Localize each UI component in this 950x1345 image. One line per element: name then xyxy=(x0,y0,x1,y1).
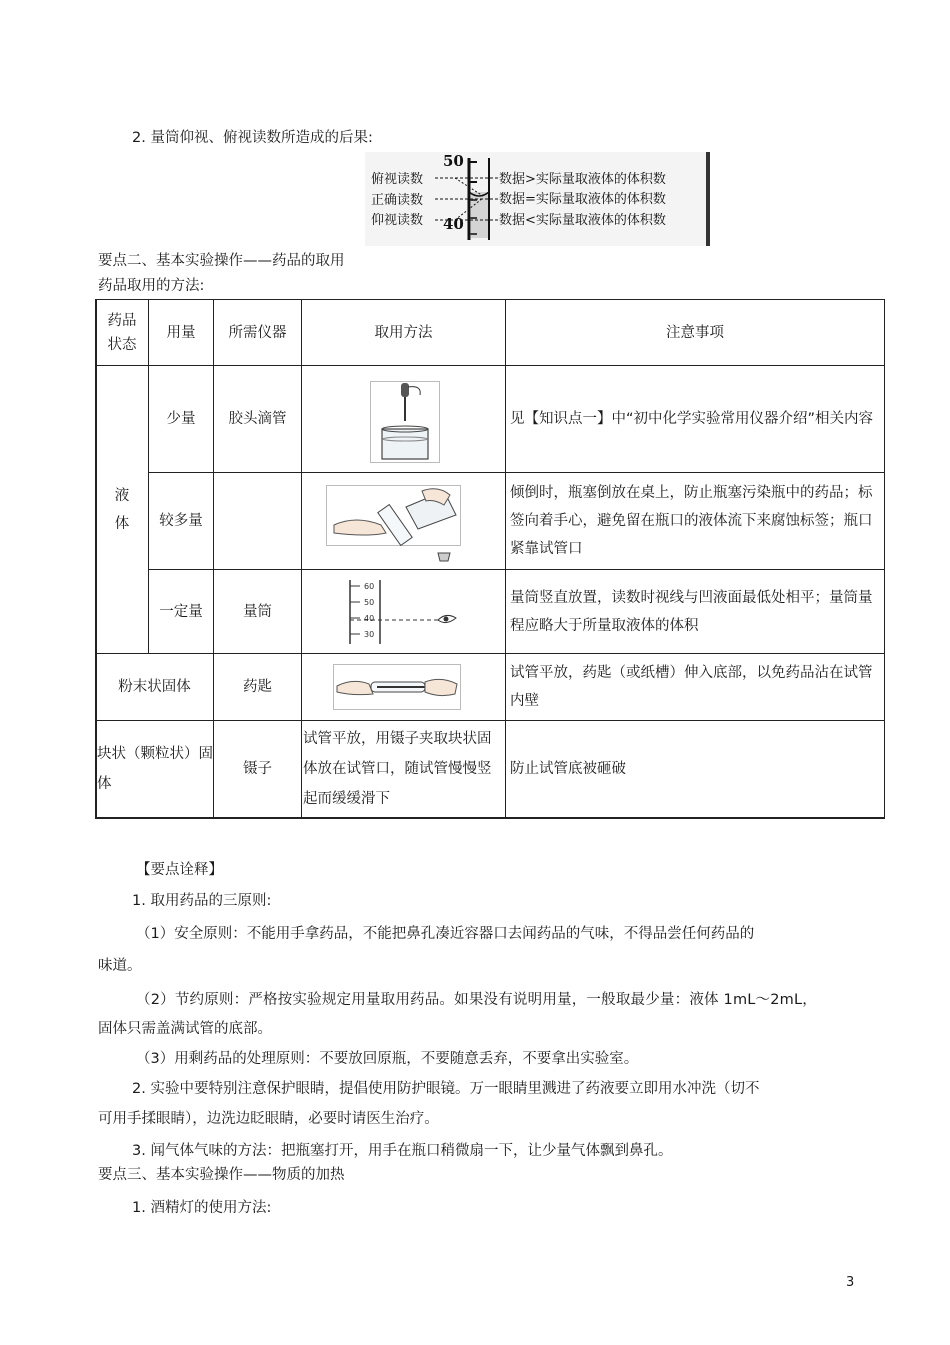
header-amount: 用量 xyxy=(166,324,196,341)
notes-p3: 3. 闻气体气味的方法：把瓶塞打开，用手在瓶口稍微扇一下，让少量气体飘到鼻孔。 xyxy=(132,1143,673,1159)
row-lump-state: 块状（颗粒状）固体 xyxy=(97,746,213,792)
cylinder-heading: 2. 量筒仰视、俯视读数所造成的后果: xyxy=(132,130,373,146)
header-method: 取用方法 xyxy=(374,324,433,341)
page-number: 3 xyxy=(846,1275,855,1290)
figure-num-50: 50 xyxy=(443,152,464,170)
header-state: 药品 状态 xyxy=(107,312,137,353)
figure-num-40: 40 xyxy=(443,215,464,233)
notes-p1a-line1: （1）安全原则：不能用手拿药品，不能把鼻孔凑近容器口去闻药品的气味，不得品尝任何药品的 xyxy=(136,926,755,942)
row-small-instrument: 胶头滴管 xyxy=(228,411,287,427)
row-more-instrument xyxy=(214,473,301,569)
figure-label-mid: 正确读数 xyxy=(371,193,424,208)
notes-p1a-line2: 味道。 xyxy=(98,958,142,974)
cyl-scale-40: 40 xyxy=(364,614,375,623)
header-notes: 注意事项 xyxy=(666,324,724,341)
dropper-illustration xyxy=(370,381,440,463)
notes-p1b-line1: （2）节约原则：严格按实验规定用量取用药品。如果没有说明用量，一般取最少量：液体 1mL～2mL， xyxy=(136,992,817,1008)
row-lump-method: 试管平放，用镊子夹取块状固体放在试管口，随试管慢慢竖起而缓缓滑下 xyxy=(303,731,492,807)
row-fixed-notes: 量筒竖直放置，读数时视线与凹液面最低处相平；量筒量程应略大于所量取液体的体积 xyxy=(510,589,873,634)
notes-p1c: （3）用剩药品的处理原则：不要放回原瓶，不要随意丢弃，不要拿出实验室。 xyxy=(136,1051,639,1067)
row-powder-notes: 试管平放，药匙（或纸槽）伸入底部，以免药品沾在试管内壁 xyxy=(510,665,873,709)
row-powder-instrument: 药匙 xyxy=(243,679,272,695)
figure-result-bot: 数据<实际量取液体的体积数 xyxy=(499,213,666,228)
header-instrument: 所需仪器 xyxy=(228,324,287,341)
notes-title: 【要点诠释】 xyxy=(136,862,223,878)
cyl-scale-30: 30 xyxy=(364,630,375,639)
row-powder-state: 粉末状固体 xyxy=(118,679,191,695)
section2-title: 要点二、基本实验操作——药品的取用 xyxy=(98,253,345,269)
row-fixed-amount: 一定量 xyxy=(159,603,203,620)
notes-p2-line2: 可用手揉眼睛），边洗边眨眼睛，必要时请医生治疗。 xyxy=(98,1111,439,1127)
figure-result-top: 数据>实际量取液体的体积数 xyxy=(499,172,666,187)
row-small-amount: 少量 xyxy=(166,411,196,427)
row-fixed-instrument: 量筒 xyxy=(243,603,272,620)
section3-p1: 1. 酒精灯的使用方法: xyxy=(132,1200,272,1216)
figure-label-top: 俯视读数 xyxy=(371,172,424,187)
figure-result-mid: 数据=实际量取液体的体积数 xyxy=(499,192,666,207)
cyl-scale-50: 50 xyxy=(364,598,375,607)
spatula-illustration xyxy=(333,664,461,710)
row-small-notes: 见【知识点一】中“初中化学实验常用仪器介绍”相关内容 xyxy=(510,411,874,427)
pouring-illustration xyxy=(326,485,461,563)
liquid-state-cell: 液 体 xyxy=(114,487,130,532)
row-lump-notes: 防止试管底被砸破 xyxy=(510,761,626,777)
notes-p1: 1. 取用药品的三原则: xyxy=(132,893,272,909)
cyl-scale-60: 60 xyxy=(364,582,375,591)
measuring-cylinder-illustration xyxy=(346,578,464,646)
cylinder-reading-figure xyxy=(365,152,710,246)
section3-title: 要点三、基本实验操作——物质的加热 xyxy=(98,1167,345,1183)
section2-subtitle: 药品取用的方法: xyxy=(98,278,205,294)
figure-label-bot: 仰视读数 xyxy=(371,213,424,228)
notes-p2-line1: 2. 实验中要特别注意保护眼睛，提倡使用防护眼镜。万一眼睛里溅进了药液要立即用水冲洗（切不 xyxy=(132,1081,760,1097)
row-more-amount: 较多量 xyxy=(159,513,203,529)
notes-p1b-line2: 固体只需盖满试管的底部。 xyxy=(98,1021,272,1037)
row-lump-instrument: 镊子 xyxy=(243,761,272,777)
row-more-notes: 倾倒时，瓶塞倒放在桌上，防止瓶塞污染瓶中的药品；标签向着手心，避免留在瓶口的液体流下来腐蚀标签；瓶口紧靠试管口 xyxy=(510,485,873,557)
